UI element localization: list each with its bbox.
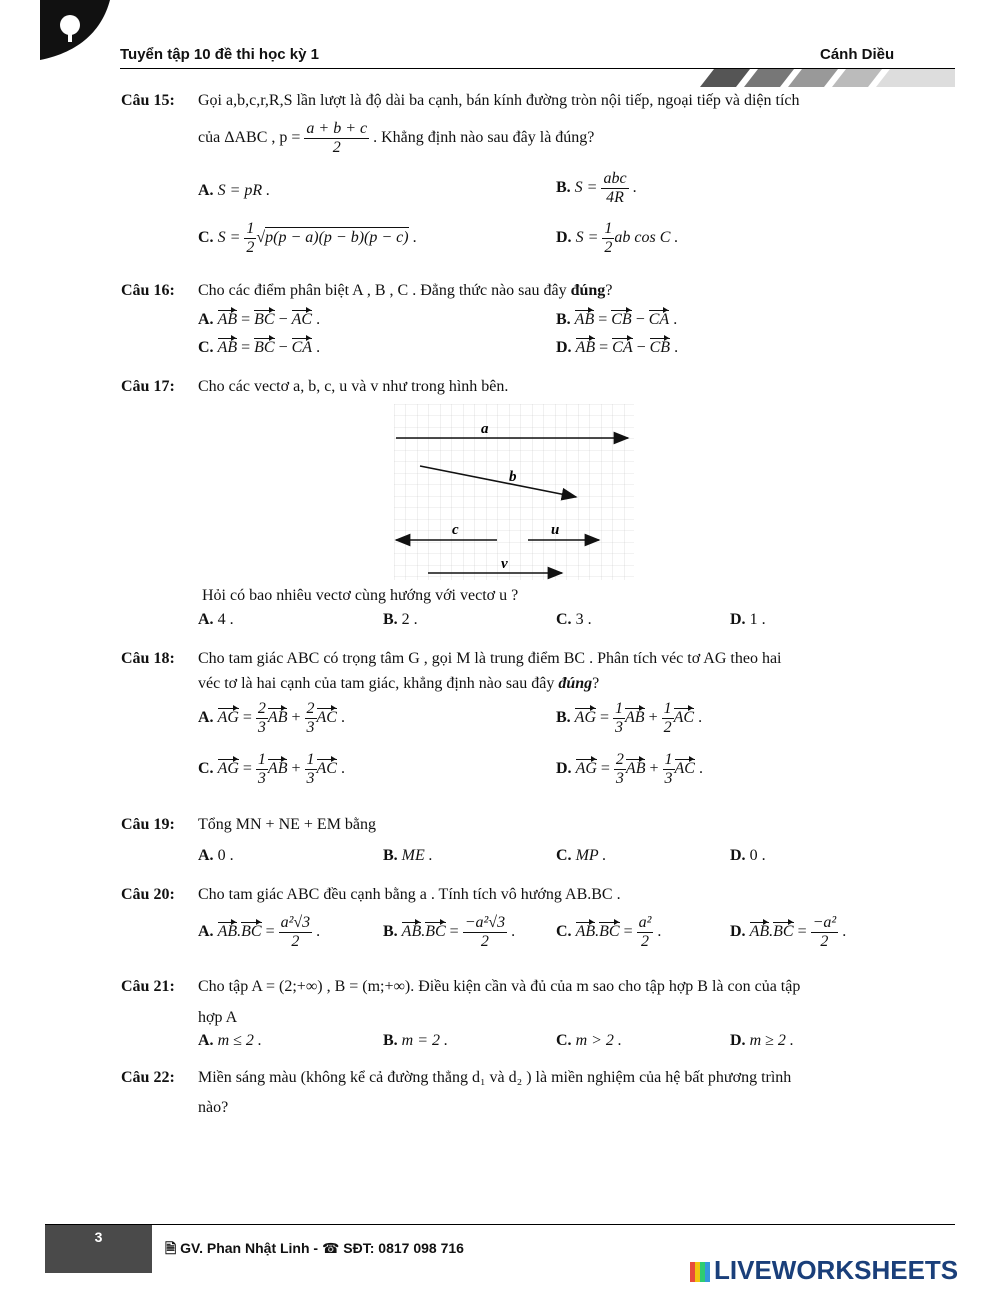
q20-option-b[interactable]: B. AB.BC = $\frac{\text{−a²√3}}{2}$ . (383, 914, 516, 950)
q18-option-a[interactable]: A. AG = $\frac{2}{3}$ AB + $\frac{2}{3}$ AC . (198, 700, 345, 736)
q16-option-a[interactable]: A. AB = BC − AC . (198, 311, 321, 328)
q19-option-b[interactable]: B. ME . (383, 847, 433, 864)
footer-divider (45, 1224, 955, 1225)
q17-text: Cho các vectơ a, b, c, u và v như trong hình bên. (198, 378, 509, 395)
q15-option-a[interactable]: A. S = pR . (198, 182, 271, 199)
q19-text: Tổng MN + NE + EM bằng (198, 816, 377, 833)
q18-label: Câu 18: (121, 650, 175, 667)
q21-text-line1: Cho tập A = (2;+∞) , B = (m;+∞). Điều kiện cần và đủ của m sao cho tập hợp B là con của tập (198, 978, 801, 995)
q18-text-line1: Cho tam giác ABC có trọng tâm G , gọi M là trung điểm BC . Phân tích véc tơ AG theo hai (198, 650, 782, 667)
liveworksheets-logo[interactable]: LIVEWORKSHEETS (690, 1255, 958, 1286)
vector-a-label: a (481, 421, 489, 437)
vector-v-label: v (501, 556, 508, 572)
q16-option-d[interactable]: D. AB = CA − CB . (556, 339, 679, 356)
q17-option-c[interactable]: C. 3 . (556, 611, 592, 628)
q20-option-c[interactable]: C. AB.BC = $\frac{\text{a²}}{2}$ . (556, 914, 662, 950)
header-logo (40, 0, 115, 65)
q15-text-line1: Gọi a,b,c,r,R,S lần lượt là độ dài ba cạnh, bán kính đường tròn nội tiếp, ngoại tiếp và diện tích (198, 92, 800, 109)
q21-option-d[interactable]: D. m ≥ 2 . (730, 1032, 794, 1049)
q21-option-b[interactable]: B. m = 2 . (383, 1032, 449, 1049)
q18-text-line2: véc tơ là hai cạnh của tam giác, khẳng định nào sau đây đúng? (198, 675, 600, 692)
liveworksheets-icon (690, 1262, 710, 1282)
q16-option-b[interactable]: B. AB = CB − CA . (556, 311, 678, 328)
q19-option-d[interactable]: D. 0 . (730, 847, 766, 864)
q18-option-b[interactable]: B. AG = $\frac{1}{3}$ AB + $\frac{1}{2}$ AC . (556, 700, 703, 736)
q21-option-a[interactable]: A. m ≤ 2 . (198, 1032, 262, 1049)
q15-option-c[interactable]: C. S = $\frac{1}{2}$ √p(p − a)(p − b)(p − c) . (198, 220, 417, 256)
document-icon: 🗎 (165, 1240, 177, 1256)
q15-text-line2: của ΔABC , p = $\frac{a + b + c}{2}$ . Khẳng định nào sau đây là đúng? (198, 120, 595, 156)
q17-vector-figure (394, 404, 634, 580)
q20-option-d[interactable]: D. AB.BC = $\frac{\text{−a²}}{2}$ . (730, 914, 847, 950)
q19-label: Câu 19: (121, 816, 175, 833)
q20-label: Câu 20: (121, 886, 175, 903)
q17-option-d[interactable]: D. 1 . (730, 611, 766, 628)
q15-option-d[interactable]: D. S = $\frac{1}{2}$ ab cos C . (556, 220, 679, 256)
q17-option-a[interactable]: A. 4 . (198, 611, 234, 628)
vector-u-label: u (551, 522, 560, 538)
q18-option-c[interactable]: C. AG = $\frac{1}{3}$ AB + $\frac{1}{3}$ AC . (198, 751, 345, 787)
q20-option-a[interactable]: A. AB.BC = $\frac{\text{a²√3}}{2}$ . (198, 914, 321, 950)
q17-question: Hỏi có bao nhiêu vectơ cùng hướng với vectơ u ? (202, 587, 519, 604)
q21-option-c[interactable]: C. m > 2 . (556, 1032, 622, 1049)
vector-c-label: c (452, 522, 459, 538)
q22-label: Câu 22: (121, 1069, 175, 1086)
header-series: Cánh Diều (820, 46, 895, 63)
q19-option-c[interactable]: C. MP . (556, 847, 607, 864)
footer-author: 🗎 GV. Phan Nhật Linh - ☎ SĐT: 0817 098 716 (165, 1240, 464, 1256)
page-number: 3 (45, 1225, 152, 1273)
header-title: Tuyển tập 10 đề thi học kỳ 1 (120, 46, 319, 63)
q22-text-line1: Miền sáng màu (không kể cả đường thẳng d₁ và d₂ ) là miền nghiệm của hệ bất phương trình (198, 1069, 792, 1086)
header-stripes (700, 69, 955, 87)
q16-label: Câu 16: (121, 282, 175, 299)
vector-b-label: b (509, 469, 517, 485)
q18-option-d[interactable]: D. AG = $\frac{2}{3}$ AB + $\frac{1}{3}$ AC . (556, 751, 703, 787)
q16-option-c[interactable]: C. AB = BC − CA . (198, 339, 321, 356)
q15-label: Câu 15: (121, 92, 175, 109)
q22-text-line2: nào? (198, 1099, 229, 1116)
q15-option-b[interactable]: B. S = $\frac{\text{abc}}{4R}$ . (556, 170, 637, 206)
q20-text: Cho tam giác ABC đều cạnh bằng a . Tính tích vô hướng AB.BC . (198, 886, 621, 903)
q17-option-b[interactable]: B. 2 . (383, 611, 418, 628)
q19-option-a[interactable]: A. 0 . (198, 847, 234, 864)
q17-label: Câu 17: (121, 378, 175, 395)
q21-label: Câu 21: (121, 978, 175, 995)
q16-text: Cho các điểm phân biệt A , B , C . Đẳng thức nào sau đây đúng? (198, 282, 613, 299)
q21-text-line2: hợp A (198, 1009, 238, 1026)
